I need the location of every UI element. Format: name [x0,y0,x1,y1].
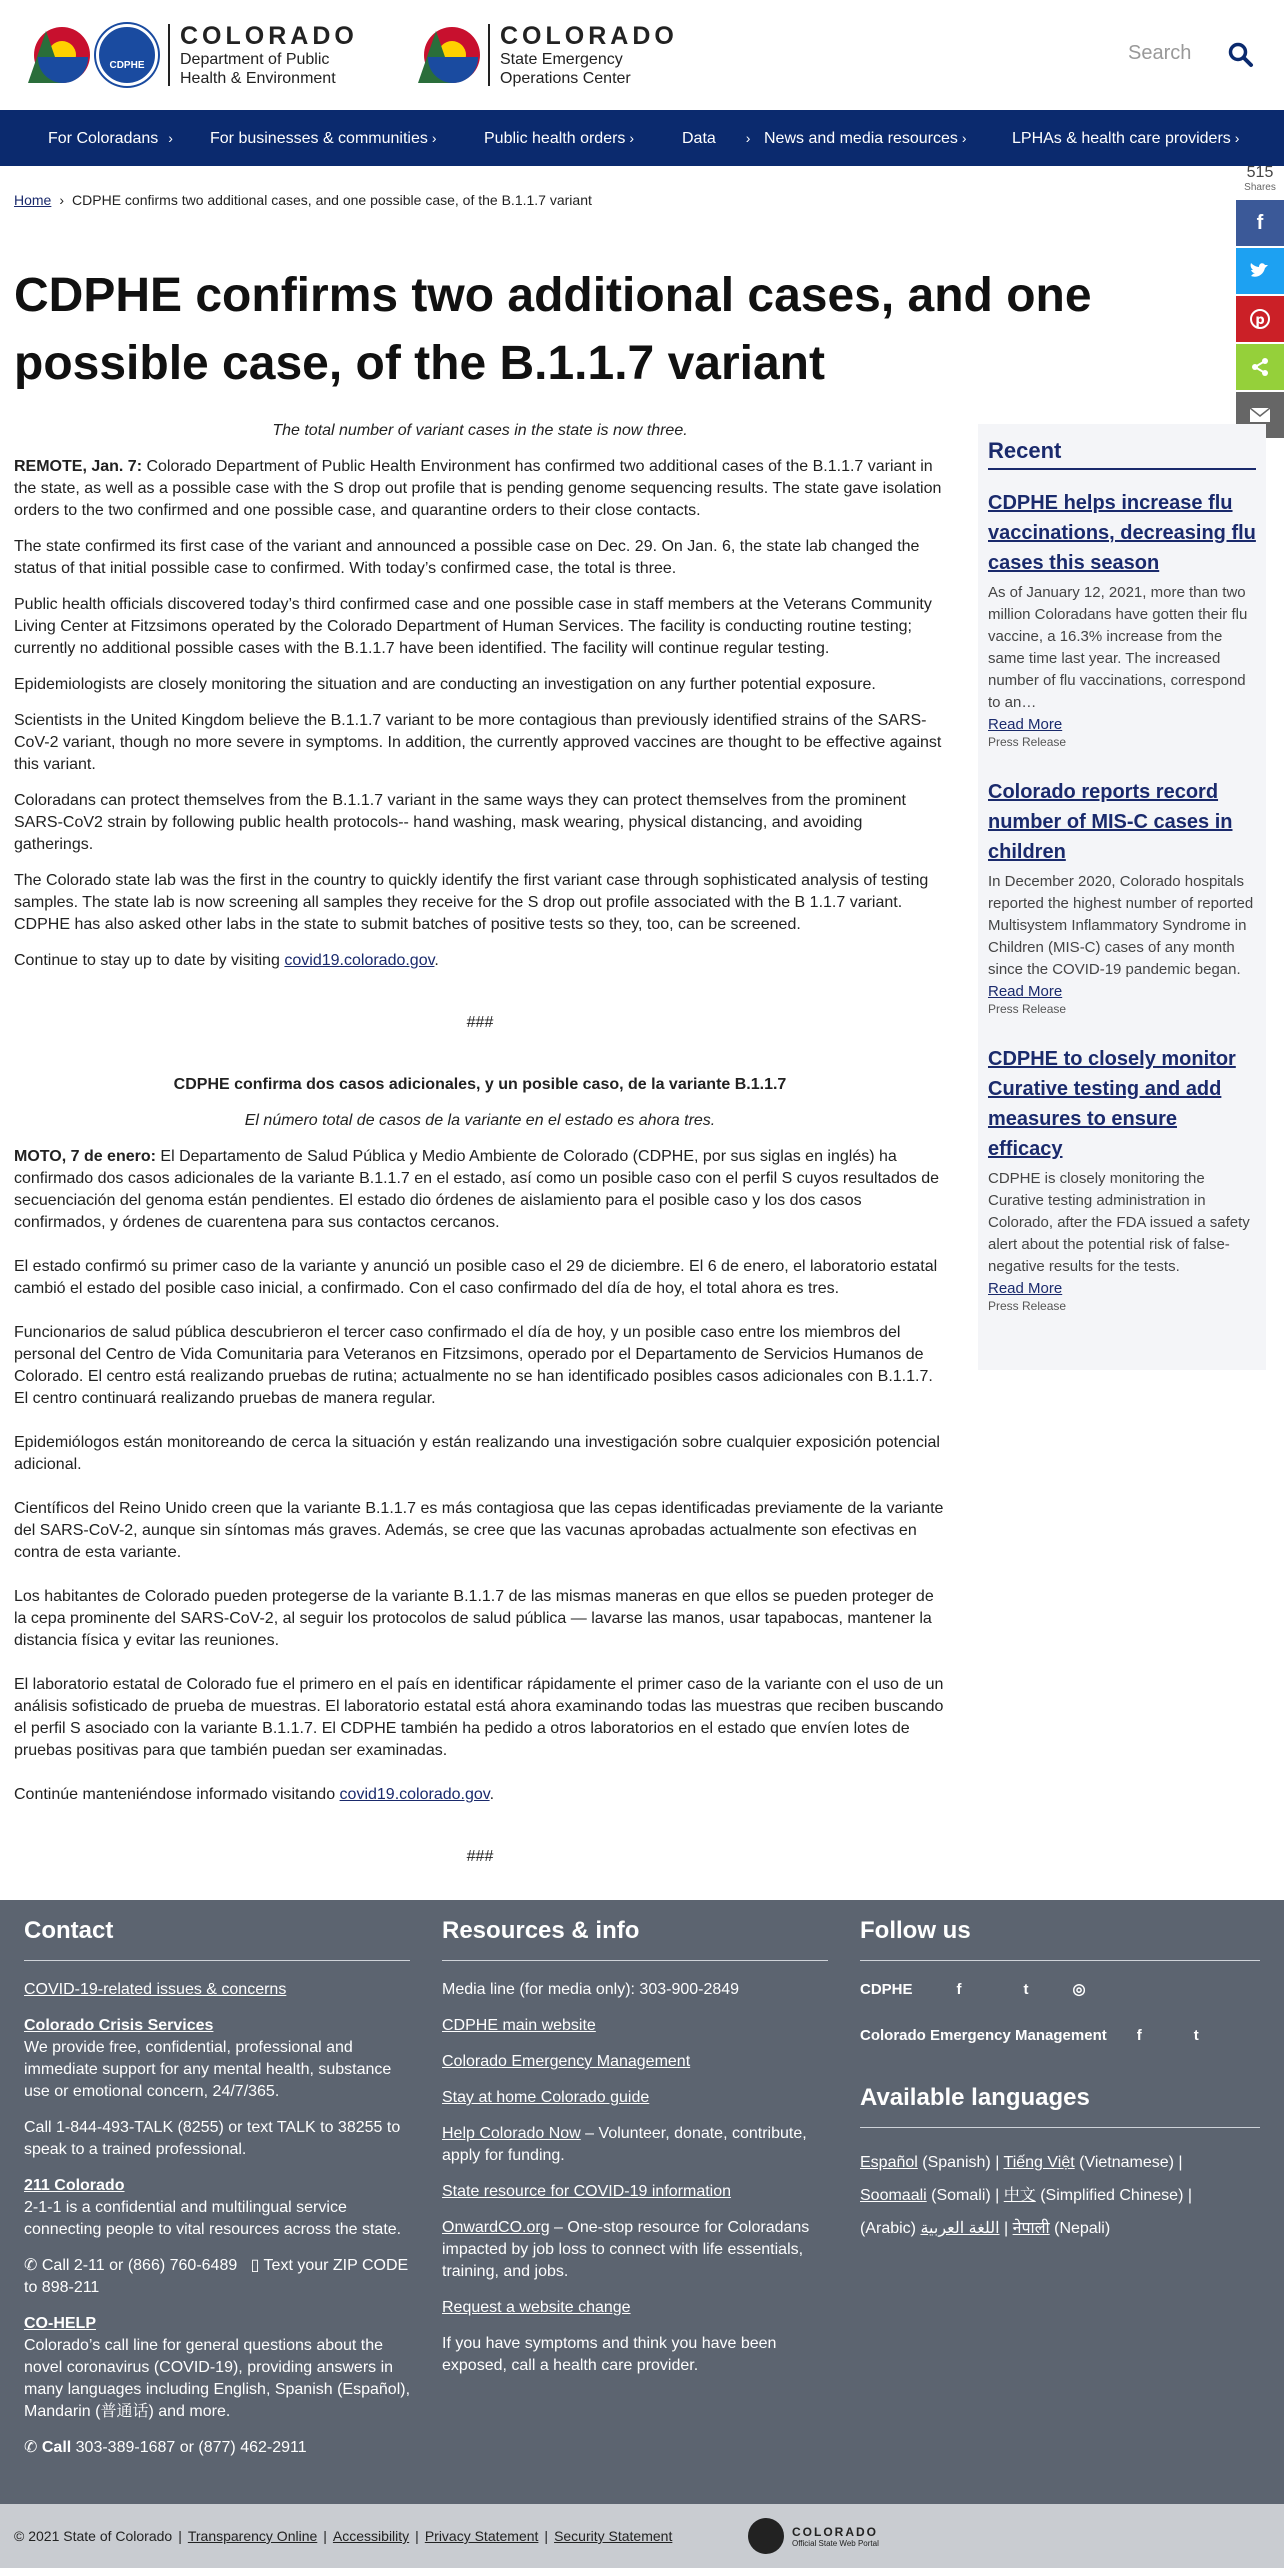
share-icon [1250,357,1270,377]
recent-sidebar [978,424,1266,1370]
media-line: Media line (for media only): 303-900-2849 [442,1981,740,1998]
colorado-c-icon [418,25,478,85]
colorado-mountain-icon [748,2518,784,2554]
colorado-211-text: 2-1-1 is a confidential and multilingual service connecting people to vital resources across the state. [24,2199,402,2238]
chevron-right-icon: › [168,130,173,146]
request-website-change-link[interactable]: Request a website change [442,2299,631,2316]
covid19-link[interactable]: covid19.colorado.gov [284,952,435,969]
article-paragraph: Epidemiólogos están monitoreando de cerca la situación y están realizando una investigación sobre cualquier exposición potencial adicional. [14,1434,940,1473]
breadcrumb [14,192,592,208]
lang-arabic-link[interactable]: اللغة العربية [920,2220,1000,2237]
available-languages: Available languages Español (Spanish) | Tiếng Việt (Vietnamese) | Soomaali (Somali) | 中文 (Simplified Chinese) | (Arabic) اللغة العربية | नेपाली (Nepali) [860,2087,1260,2245]
facebook-icon[interactable]: f [956,1981,962,1998]
site-header [0,0,1284,110]
onwardco-link[interactable]: OnwardCO.org [442,2219,550,2236]
section-divider: ### [466,1848,494,1865]
main-nav [0,110,1284,166]
chevron-right-icon: › [629,130,635,146]
article-paragraph: El laboratorio estatal de Colorado fue el primero en el país en identificar rápidamente el primer caso de la variante con el uso de un análisis sofisticado de prueba de muestras. El laboratorio estatal está ahora examinando todas las muestras que reciben buscando el perfil S asociado con la variante B.1.1.7. El CDPHE también ha pedido a otros laboratorios en el estado que envíen lotes de pruebas positivas para que también puedan ser examinadas. [14,1676,944,1759]
breadcrumb-current: CDPHE confirms two additional cases, and one possible case, of the B.1.1.7 variant [72,192,592,208]
article-paragraph: Los habitantes de Colorado pueden protegerse de la variante B.1.1.7 de las mismas maneras en que ellos se pueden proteger de la cepa prominente del SARS-CoV-2, al seguir los protocolos de salud pública — lavarse las manos, usar tapabocas, mantener la distancia física y evitar las reuniones. [14,1588,934,1649]
instagram-icon[interactable]: ◎ [1072,1981,1086,1998]
read-more-link[interactable]: Read More [988,716,1063,733]
recent-item-type: Press Release [988,735,1067,749]
crisis-services-link[interactable]: Colorado Crisis Services [24,2017,214,2034]
nav-for-businesses[interactable]: For businesses & communities › [210,110,437,166]
covid-issues-link[interactable]: COVID-19-related issues & concerns [24,1981,287,1998]
article-paragraph: Científicos del Reino Unido creen que la variante B.1.1.7 es más contagiosa que las cepas identificadas previamente de la variante del SARS-CoV-2, aunque sin síntomas más graves. Además, se cree que las vacunas aprobadas actualmente son efectivas en contra de esta variante. [14,1500,944,1561]
colorado-211-contact: ✆ Call 2-11 or (866) 760-6489 ▯ Text your ZIP CODE to 898-211 [24,2257,409,2296]
twitter-share-button[interactable] [1236,248,1284,294]
crisis-call-text: Call 1-844-493-TALK (8255) or text TALK to 38255 to speak to a trained professional. [24,2119,401,2158]
lang-nepali-link[interactable]: नेपाली [1012,2220,1050,2237]
page-title: CDPHE confirms two additional cases, and one possible case, of the B.1.1.7 variant [14,269,1092,390]
bottom-bar [0,2504,1284,2568]
footer-follow [860,1900,1260,2245]
svg-text:p: p [1255,313,1265,328]
cdphe-main-link[interactable]: CDPHE main website [442,2017,596,2034]
cdphe-social: CDPHE f t ◎ [860,1979,1260,2001]
cdphe-logo-text: COLORADO Department of Public Health & Environment [180,22,358,87]
article-paragraph: Epidemiologists are closely monitoring the situation and are conducting an investigation on any further potential exposure. [14,676,876,693]
article-paragraph: The state confirmed its first case of the variant and announced a possible case on Dec. 29. On Jan. 6, the state lab changed the status of that initial possible case to confirmed. With today’s confirmed case, the total is three. [14,538,920,577]
recent-item-summary: In December 2020, Colorado hospitals reported the highest number of reported Multisystem Inflammatory Syndrome in Children (MIS-C) cases of any month since the COVID-19 pandemic began. [988,873,1254,978]
help-colorado-now-link[interactable]: Help Colorado Now [442,2125,581,2142]
languages-title: Available languages [860,2087,1260,2128]
read-more-link[interactable]: Read More [988,983,1063,1000]
recent-item-title-link[interactable]: CDPHE to closely monitor Curative testing and add measures to ensure efficacy [988,1048,1236,1160]
recent-item-summary: As of January 12, 2021, more than two million Coloradans have gotten their flu vaccine, a 16.3% increase from the same time last year. The increased number of flu vaccinations, correspond to an… [988,584,1248,711]
colorado-211-link[interactable]: 211 Colorado [24,2177,125,2194]
nav-lphas[interactable]: LPHAs & health care providers › [1012,110,1239,166]
emergency-management-link[interactable]: Colorado Emergency Management [442,2053,691,2070]
crisis-services-text: We provide free, confidential, professional and immediate support for any mental health, substance use or emotional concern, 24/7/365. [24,2039,392,2100]
mobile-icon: ▯ [250,2257,264,2274]
footer-contact [24,1900,410,2473]
nav-for-coloradans[interactable]: For Coloradans › [48,110,173,166]
recent-item-summary: CDPHE is closely monitoring the Curative testing administration in Colorado, after the FDA issued a safety alert about the potential risk of false-negative results for the tests. [988,1170,1250,1275]
twitter-icon[interactable]: t [1023,1981,1029,1998]
chevron-right-icon: › [1234,130,1240,146]
facebook-icon[interactable]: f [1136,2027,1142,2044]
twitter-icon[interactable]: t [1193,2027,1199,2044]
recent-item [988,1044,1256,1313]
lang-chinese-link[interactable]: 中文 [1003,2187,1036,2204]
accessibility-link[interactable]: Accessibility [332,2528,410,2544]
transparency-link[interactable]: Transparency Online [187,2528,318,2544]
symptoms-note: If you have symptoms and think you have been exposed, call a health care provider. [442,2335,777,2374]
nav-news-media[interactable]: News and media resources › [764,110,967,166]
stay-at-home-link[interactable]: Stay at home Colorado guide [442,2089,650,2106]
logo-divider [488,24,490,86]
covid19-link[interactable]: covid19.colorado.gov [339,1786,490,1803]
article-paragraph: Continúe manteniéndose informado visitando covid19.colorado.gov. [14,1786,495,1803]
security-link[interactable]: Security Statement [554,2528,673,2544]
search-icon[interactable] [1228,42,1254,68]
colorado-portal-logo[interactable]: COLORADO Official State Web Portal [748,2518,879,2554]
copyright: © 2021 State of Colorado [14,2528,173,2544]
article-paragraph: The Colorado state lab was the first in the country to quickly identify the first variant case through sophisticated analysis of testing samples. The state lab is now screening all samples they receive for the S drop out profile associated with the B 1.1.7 variant. CDPHE has also asked other labs in the state to submit batches of positive tests so they, too, can be screened. [14,872,929,933]
email-icon [1250,408,1270,422]
emergency-social: Colorado Emergency Management f t [860,2025,1260,2047]
twitter-icon [1250,262,1270,280]
article-subtitle: The total number of variant cases in the state is now three. [272,422,688,439]
article-paragraph: Scientists in the United Kingdom believe the B.1.1.7 variant to be more contagious than previously identified strains of the SARS-CoV-2 variant, though no more severe in symptoms. In addition, the currently approved vaccines are thought to be effective against this variant. [14,712,942,773]
recent-item [988,488,1256,749]
article-paragraph: Funcionarios de salud pública descubrieron el tercer caso confirmado el día de hoy, y un posible caso entre los miembros del personal del Centro de Vida Comunitaria para Veteranos en Fitzsimons, operado por el Departamento de Servicios Humanos de Colorado. El centro está realizando pruebas de rutina; actualmente no se han identificado posibles casos adicionales con B.1.1.7. El centro continuará realizando pruebas de manera regular. [14,1324,933,1407]
breadcrumb-home-link[interactable]: Home [14,192,52,208]
pinterest-share-button[interactable] [1236,296,1284,342]
section-divider: ### [466,1014,494,1031]
co-help-text: Colorado’s call line for general questions about the novel coronavirus (COVID-19), providing answers in many languages including English, Spanish (Español), Mandarin (普通话) and more. [24,2337,411,2420]
share-count: 515 Shares [1244,164,1276,193]
logo-divider [168,24,170,86]
lang-somali-link[interactable]: Soomaali [860,2187,927,2204]
recent-title: Recent [988,438,1256,470]
article-body [14,420,946,1882]
chevron-right-icon: › [745,130,751,146]
article-paragraph: MOTO, 7 de enero: El Departamento de Salud Pública y Medio Ambiente de Colorado (CDPHE, por sus siglas en inglés) ha confirmado dos casos adicionales de la variante B.1.1.7 en el estado, así como un posible caso con el perfil S cuyos resultados de secuenciación del genoma están pendientes. El estado dio órdenes de aislamiento para el posible caso y los dos casos confirmados, y órdenes de cuarentena para sus contactos cercanos. [14,1148,939,1231]
pinterest-icon [1250,309,1270,329]
chevron-right-icon: › [961,130,967,146]
read-more-link[interactable]: Read More [988,1280,1063,1297]
nav-data[interactable]: Data › [682,110,750,166]
article-paragraph: Coloradans can protect themselves from the B.1.1.7 variant in the same ways they can protect themselves from the prominent SARS-CoV2 strain by following public health protocols-- hand washing, mask wearing, physical distancing, and avoiding gatherings. [14,792,906,853]
recent-item-type: Press Release [988,1299,1067,1313]
spanish-subtitle: El número total de casos de la variante en el estado es ahora tres. [244,1112,716,1129]
co-help-link[interactable]: CO-HELP [24,2315,96,2332]
spanish-title: CDPHE confirma dos casos adicionales, y un posible caso, de la variante B.1.1.7 [173,1076,787,1093]
phone-icon: ✆ [24,2439,42,2456]
site-footer [0,1900,1284,2504]
article-paragraph: REMOTE, Jan. 7: Colorado Department of Public Health Environment has confirmed two additional cases of the B.1.1.7 variant in the state, as well as a possible case with the S drop out profile that is pending genome sequencing results. The state gave isolation orders to the two confirmed and one possible case, and quarantine orders to their close contacts. [14,458,942,519]
recent-item [988,777,1256,1016]
facebook-icon: f [1256,211,1264,234]
lang-spanish-link[interactable]: Español [860,2154,918,2171]
recent-item-title-link[interactable]: Colorado reports record number of MIS-C cases in children [988,781,1233,863]
article-paragraph: Public health officials discovered today’s third confirmed case and one possible case in staff members at the Veterans Community Living Center at Fitzsimons operated by the Colorado Department of Human Services. The facility is conducting routine testing; currently no additional possible cases with the B.1.1.7 have been identified. The facility will continue regular testing. [14,596,932,657]
cdphe-seal-icon: CDPHE [96,24,158,86]
recent-item-title-link[interactable]: CDPHE helps increase flu vaccinations, decreasing flu cases this season [988,492,1256,574]
footer-resources-title: Resources & info [442,1920,828,1961]
footer-contact-title: Contact [24,1920,410,1961]
article-paragraph: Continue to stay up to date by visiting covid19.colorado.gov. [14,952,439,969]
phone-icon: ✆ [24,2257,42,2274]
cdphe-logo[interactable] [28,22,358,88]
breadcrumb-separator: › [59,192,65,208]
footer-follow-title: Follow us [860,1920,1260,1961]
legal-links: © 2021 State of Colorado | Transparency Online | Accessibility | Privacy Statement | Security Statement [14,2528,673,2544]
lang-vietnamese-link[interactable]: Tiếng Việt [1003,2154,1075,2171]
privacy-link[interactable]: Privacy Statement [424,2528,539,2544]
recent-item-type: Press Release [988,1002,1067,1016]
seoc-logo-text: COLORADO State Emergency Operations Center [500,22,678,87]
facebook-share-button[interactable] [1236,200,1284,246]
state-covid-resource-link[interactable]: State resource for COVID-19 information [442,2183,732,2200]
seoc-logo[interactable] [418,22,678,88]
footer-resources: Resources & info Media line (for media only): 303-900-2849 CDPHE main website Colorado Emergency Management Stay at home Colorado guide Help Colorado Now – Volunteer, donate, contribute, apply for funding. State resource for COVID-19 information OnwardCO.org – One-stop resource for Coloradans impacted by job loss to connect with life essentials, training, and jobs. Request a website change If you have symptoms and think you have been exposed, call a health care provider. [442,1900,828,2391]
sharethis-share-button[interactable] [1236,344,1284,390]
article-paragraph: El estado confirmó su primer caso de la variante y anunció un posible caso el 29 de diciembre. El 6 de enero, el laboratorio estatal cambió el estado del posible caso inicial, a confirmado. Con el caso confirmado del día de hoy, el total ahora es tres. [14,1258,938,1297]
co-help-call: ✆ Call 303-389-1687 or (877) 462-2911 [24,2439,307,2456]
chevron-right-icon: › [431,130,437,146]
search-input[interactable]: Search [1128,42,1192,64]
nav-public-health-orders[interactable]: Public health orders › [484,110,634,166]
colorado-c-icon [28,25,88,85]
